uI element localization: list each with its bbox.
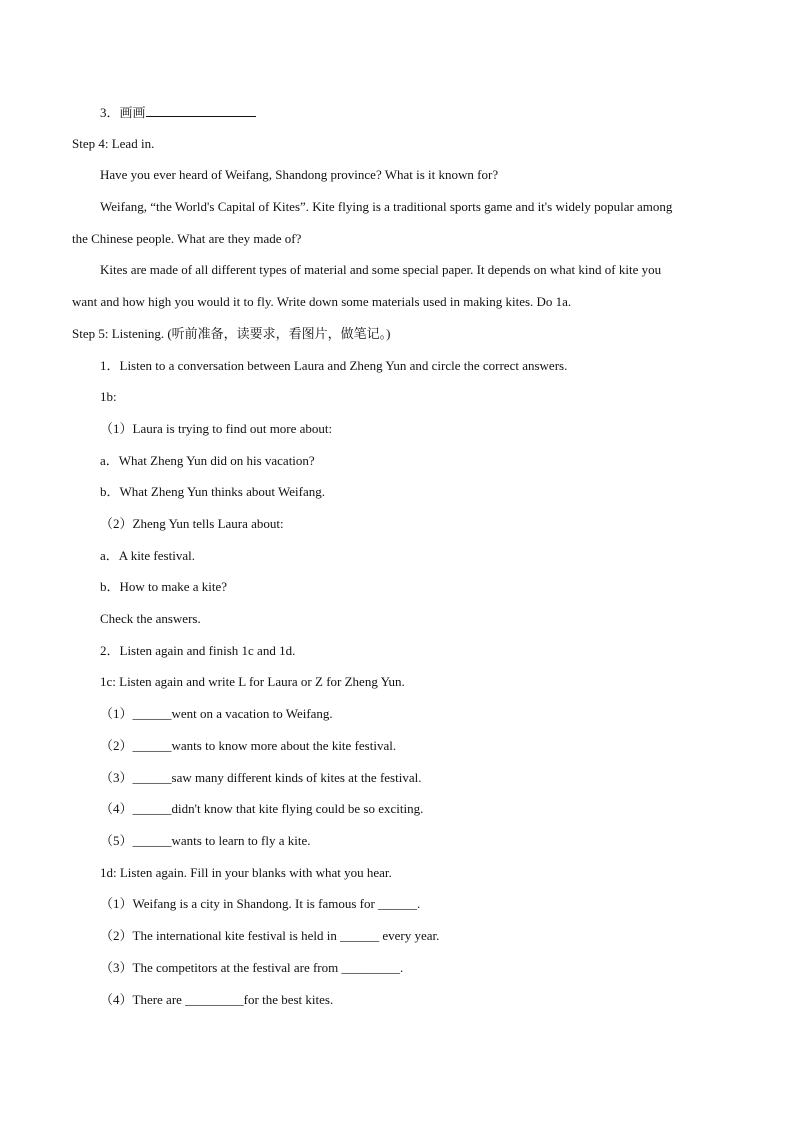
question-number: （3） <box>100 770 133 785</box>
question-1d-4: （4）There are _________for the best kites. <box>100 992 334 1007</box>
question-number: （5） <box>100 833 133 848</box>
question-1d-3: （3）The competitors at the festival are from _________. <box>100 960 404 975</box>
paragraph-weifang-question: Have you ever heard of Weifang, Shandong province? What is it known for? <box>100 167 499 182</box>
item-3 <box>100 104 256 121</box>
question-1b-2: （2）Zheng Yun tells Laura about: <box>100 516 284 531</box>
question-1d-1: （1）Weifang is a city in Shandong. It is famous for ______. <box>100 896 421 911</box>
question-1b-1: （1）Laura is trying to find out more about: <box>100 421 333 436</box>
question-1d-2: （2）The international kite festival is held in ______ every year. <box>100 928 440 943</box>
question-1c-5 <box>100 833 311 849</box>
question-1c-2 <box>100 738 396 754</box>
paragraph-materials-line2: want and how high you would it to fly. Write down some materials used in making kites. Do 1a. <box>72 294 572 309</box>
task-2-instruction: 2．Listen again and finish 1c and 1d. <box>100 643 296 658</box>
question-number: （1） <box>100 706 133 721</box>
question-text: went on a vacation to Weifang. <box>171 706 333 721</box>
option-1b-2b: b．How to make a kite? <box>100 579 228 594</box>
question-text: didn't know that kite flying could be so exciting. <box>171 801 424 816</box>
option-1b-1a: a．What Zheng Yun did on his vacation? <box>100 453 315 468</box>
question-number: （2） <box>100 738 133 753</box>
step-4-heading: Step 4: Lead in. <box>72 136 155 151</box>
question-1c-4 <box>100 801 423 817</box>
section-1d-instruction: 1d: Listen again. Fill in your blanks with what you hear. <box>100 865 392 880</box>
question-text: wants to learn to fly a kite. <box>171 833 311 848</box>
option-1b-1b: b．What Zheng Yun thinks about Weifang. <box>100 484 325 499</box>
answer-blank: ______ <box>132 833 172 848</box>
question-number: （4） <box>100 801 133 816</box>
paragraph-kites-capital-line2: the Chinese people. What are they made of? <box>72 231 302 246</box>
question-text: saw many different kinds of kites at the festival. <box>171 770 422 785</box>
section-1c-instruction: 1c: Listen again and write L for Laura or Z for Zheng Yun. <box>100 674 405 689</box>
answer-blank: ______ <box>132 706 172 721</box>
answer-blank: ______ <box>132 738 172 753</box>
question-1c-1 <box>100 706 333 722</box>
task-1-instruction: 1．Listen to a conversation between Laura and Zheng Yun and circle the correct answers. <box>100 358 568 373</box>
answer-blank: ______ <box>132 770 172 785</box>
answer-blank: ______ <box>132 801 172 816</box>
paragraph-materials-line1: Kites are made of all different types of material and some special paper. It depends on what kind of kite you <box>100 262 662 277</box>
item-3-label: 3．画画 <box>100 105 146 120</box>
check-answers: Check the answers. <box>100 611 201 626</box>
section-1b-label: 1b: <box>100 389 117 404</box>
step-5-heading: Step 5: Listening. (听前准备，读要求，看图片，做笔记。) <box>72 326 391 341</box>
paragraph-kites-capital-line1: Weifang, “the World's Capital of Kites”. Kite flying is a traditional sports game and it's widely popular among <box>100 199 673 214</box>
item-3-blank <box>146 104 256 117</box>
option-1b-2a: a．A kite festival. <box>100 548 195 563</box>
question-1c-3 <box>100 770 421 786</box>
question-text: wants to know more about the kite festival. <box>171 738 397 753</box>
